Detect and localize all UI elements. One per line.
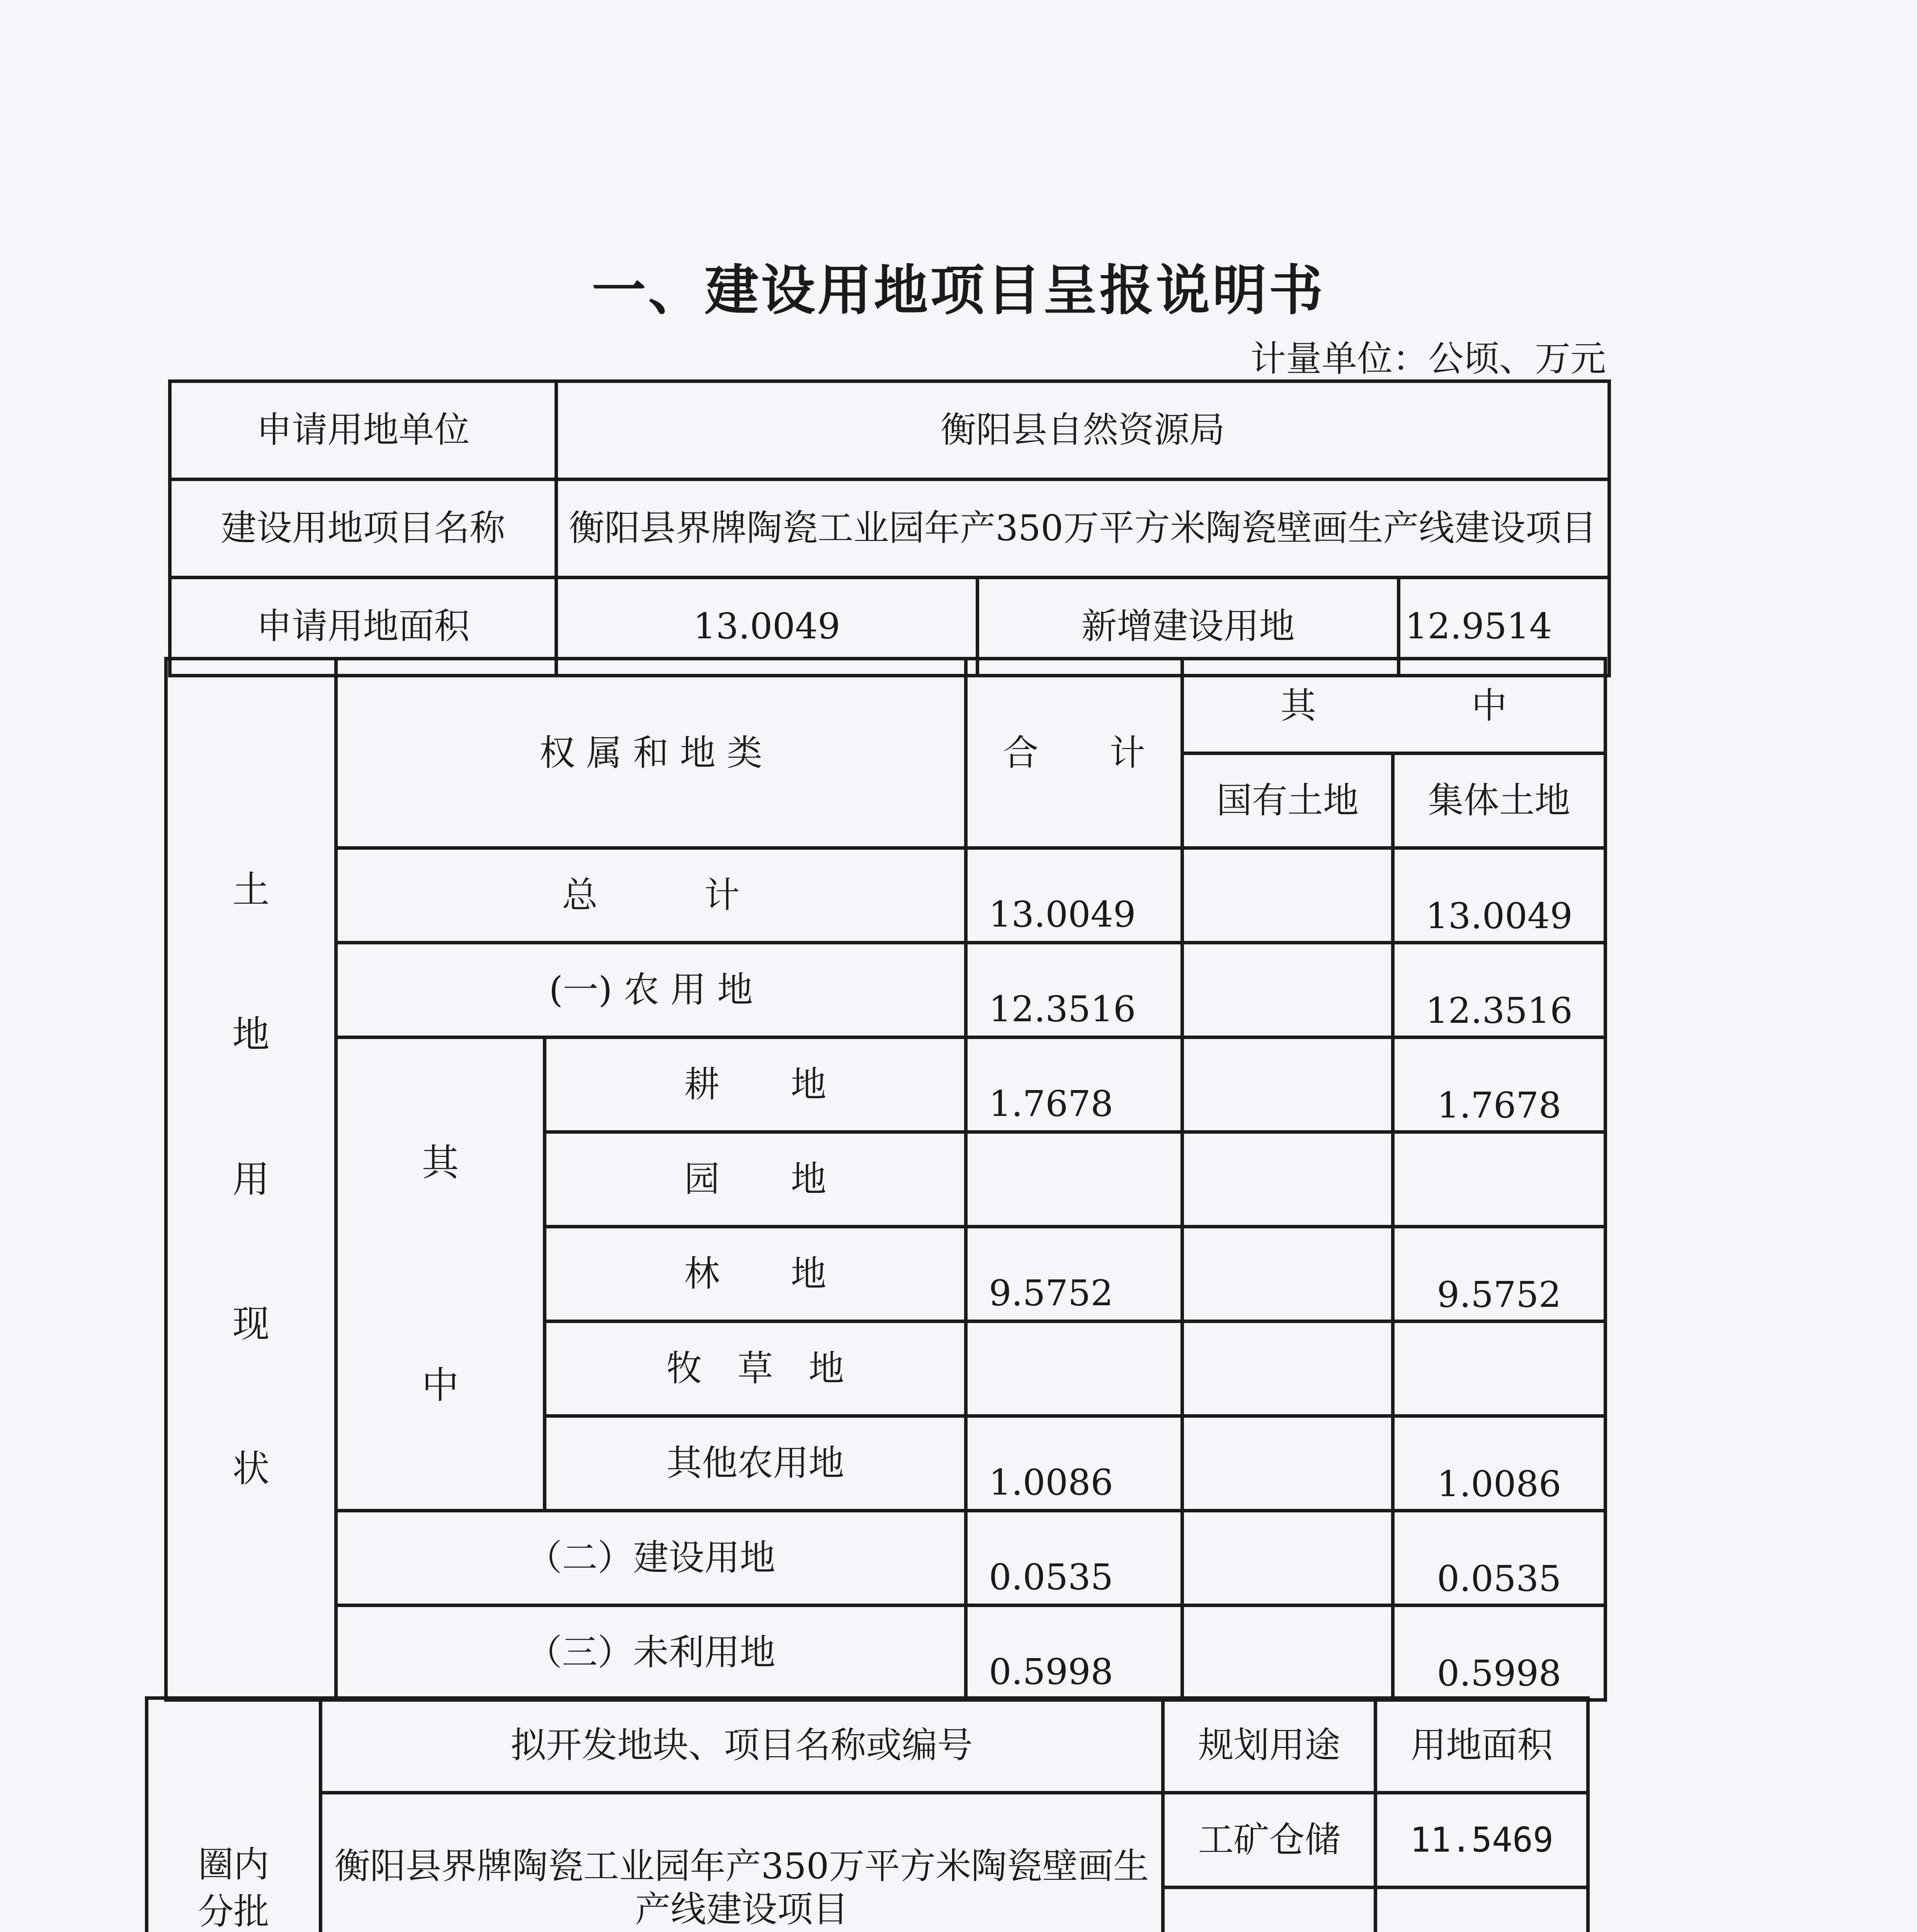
area-label: 申请用地面积: [170, 578, 556, 676]
col-collective: 集体土地: [1393, 753, 1606, 848]
table-row: 园 地: [166, 1132, 1606, 1227]
area-value: 13.0049: [556, 578, 978, 676]
table-row: (一) 农 用 地 12.3516 12.3516: [166, 943, 1606, 1037]
col-of-which-left: 其: [1182, 659, 1393, 753]
col-ownership: 权 属 和 地 类: [336, 659, 966, 848]
col-state: 国有土地: [1182, 753, 1393, 848]
applicant-info-table: [168, 379, 1611, 677]
table-row: 其 中 耕 地 1.7678 1.7678: [166, 1037, 1606, 1132]
table-row: （三）未利用地 0.5998 0.5998: [166, 1605, 1606, 1700]
col-total: 合 计: [966, 659, 1182, 848]
col-planned-use: 规划用途: [1163, 1698, 1376, 1793]
col-project-name: 拟开发地块、项目名称或编号: [321, 1698, 1163, 1793]
col-of-which-right: 中: [1393, 659, 1606, 753]
batch-project-name: 衡阳县界牌陶瓷工业园年产350万平方米陶瓷壁画生产线建设项目: [321, 1793, 1163, 1932]
land-status-section-label: 土 地 用 现 状: [166, 659, 336, 1700]
table-row: 衡阳县界牌陶瓷工业园年产350万平方米陶瓷壁画生产线建设项目 工矿仓储 11.5469: [147, 1793, 1588, 1888]
project-label: 建设用地项目名称: [170, 480, 556, 578]
col-land-area: 用地面积: [1376, 1698, 1588, 1793]
batch-section-label: 圈内 分批: [147, 1698, 321, 1932]
applicant-label: 申请用地单位: [170, 381, 556, 480]
document-title: 一、建设用地项目呈报说明书: [592, 259, 1325, 322]
applicant-value: 衡阳县自然资源局: [556, 381, 1609, 480]
table-row: 牧 草 地: [166, 1321, 1606, 1416]
of-which-label: 其 中: [336, 1037, 545, 1511]
table-row: 林 地 9.5752 9.5752: [166, 1227, 1606, 1321]
batch-land-table: [145, 1696, 1590, 1932]
table-row: （二）建设用地 0.0535 0.0535: [166, 1511, 1606, 1605]
new-land-label: 新增建设用地: [978, 578, 1399, 676]
land-status-table: [164, 657, 1607, 1702]
unit-note: 计量单位：公顷、万元: [1250, 338, 1606, 379]
table-row: 总 计 13.0049 13.0049: [166, 848, 1606, 943]
table-row: 其他农用地 1.0086 1.0086: [166, 1416, 1606, 1511]
project-value: 衡阳县界牌陶瓷工业园年产350万平方米陶瓷壁画生产线建设项目: [556, 480, 1609, 578]
new-land-value: 12.9514: [1399, 578, 1609, 676]
